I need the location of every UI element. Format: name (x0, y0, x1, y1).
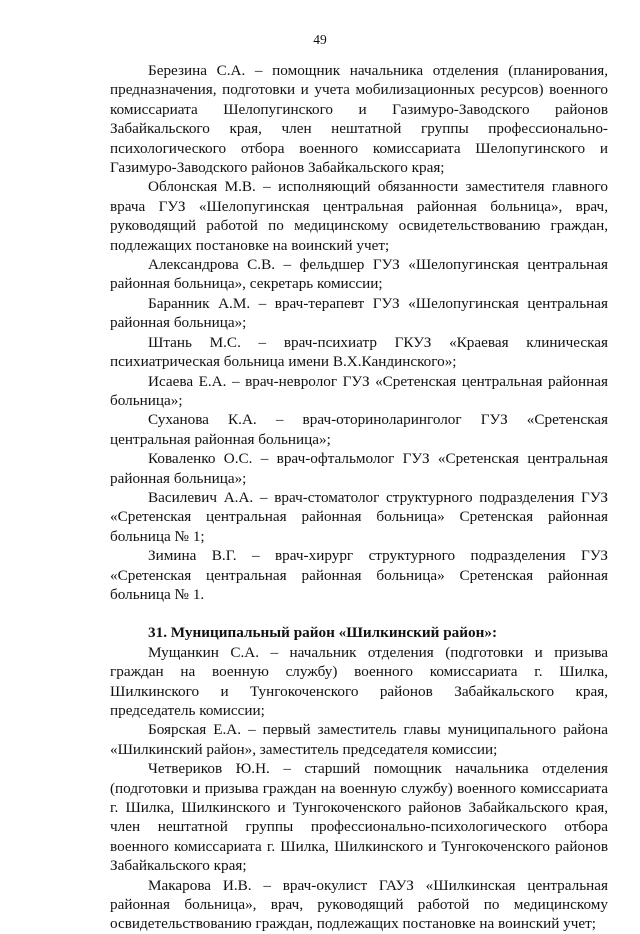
paragraph-chetverikov: Четвериков Ю.Н. – старший помощник начальника отделения (подготовки и призыва граждан на военную службу) военного комиссариата г. Шилка, Шилкинского и Тунгокоченского районов Забайкальского края, член нештатной группы профессионально-психологического отбора военного комиссариата г. Шилка, Шилкинского и Тунгокоченского районов Забайкальского края; (110, 760, 608, 875)
paragraph-kovalenko: Коваленко О.С. – врач-офтальмолог ГУЗ «Сретенская центральная районная больница»; (110, 450, 608, 487)
paragraph-aleksandrova: Александрова С.В. – фельдшер ГУЗ «Шелопугинская центральная районная больница», секретарь комиссии; (110, 256, 608, 293)
paragraph-isaeva: Исаева Е.А. – врач-невролог ГУЗ «Сретенская центральная районная больница»; (110, 372, 608, 409)
paragraph-zimina: Зимина В.Г. – врач-хирург структурного подразделения ГУЗ «Сретенская центральная районная больница» Сретенская районная больница № 1. (110, 547, 608, 603)
paragraph-shtan: Штань М.С. – врач-психиатр ГКУЗ «Краевая клиническая психиатрическая больница имени В.Х.Кандинского»; (110, 333, 608, 371)
paragraph-boyarskaya: Боярская Е.А. – первый заместитель главы муниципального района «Шилкинский район», заместитель председателя комиссии; (110, 721, 608, 758)
document-body (110, 61, 608, 934)
paragraph-oblonskaya: Облонская М.В. – исполняющий обязанности заместителя главного врача ГУЗ «Шелопугинская центральная районная больница», врач, руководящий работой по медицинскому освидетельствованию граждан, подлежащих постановке на воинский учет; (110, 178, 608, 254)
section-heading: 31. Муниципальный район «Шилкинский район»: (148, 624, 498, 642)
paragraph-sukhanova: Суханова К.А. – врач-оториноларинголог ГУЗ «Сретенская центральная районная больница»; (110, 411, 608, 448)
paragraph-barannik: Баранник А.М. – врач-терапевт ГУЗ «Шелопугинская центральная районная больница»; (110, 294, 608, 332)
paragraph-makarova: Макарова И.В. – врач-окулист ГАУЗ «Шилкинская центральная районная больница», врач, руководящий работой по медицинскому освидетельствованию граждан, подлежащих постановке на воинский учет; (110, 876, 608, 933)
paragraph-mushchankin: Мущанкин С.А. – начальник отделения (подготовки и призыва граждан на военную службу) военного комиссариата г. Шилка, Шилкинского и Тунгокоченского районов Забайкальского края, председатель комиссии; (110, 643, 608, 719)
paragraph-vasilevich: Василевич А.А. – врач-стоматолог структурного подразделения ГУЗ «Сретенская центральная районная больница» Сретенская районная больница № 1; (110, 488, 608, 545)
paragraph-berezina: Березина С.А. – помощник начальника отделения (планирования, предназначения, подготовки и учета мобилизационных ресурсов) военного комиссариата Шелопугинского и Газимуро-Заводского районов Забайкальского края, член нештатной группы профессионально-психологического отбора военного комиссариата Шелопугинского и Газимуро-Заводского районов Забайкальского края; (110, 62, 608, 177)
page-number: 49 (313, 32, 327, 47)
